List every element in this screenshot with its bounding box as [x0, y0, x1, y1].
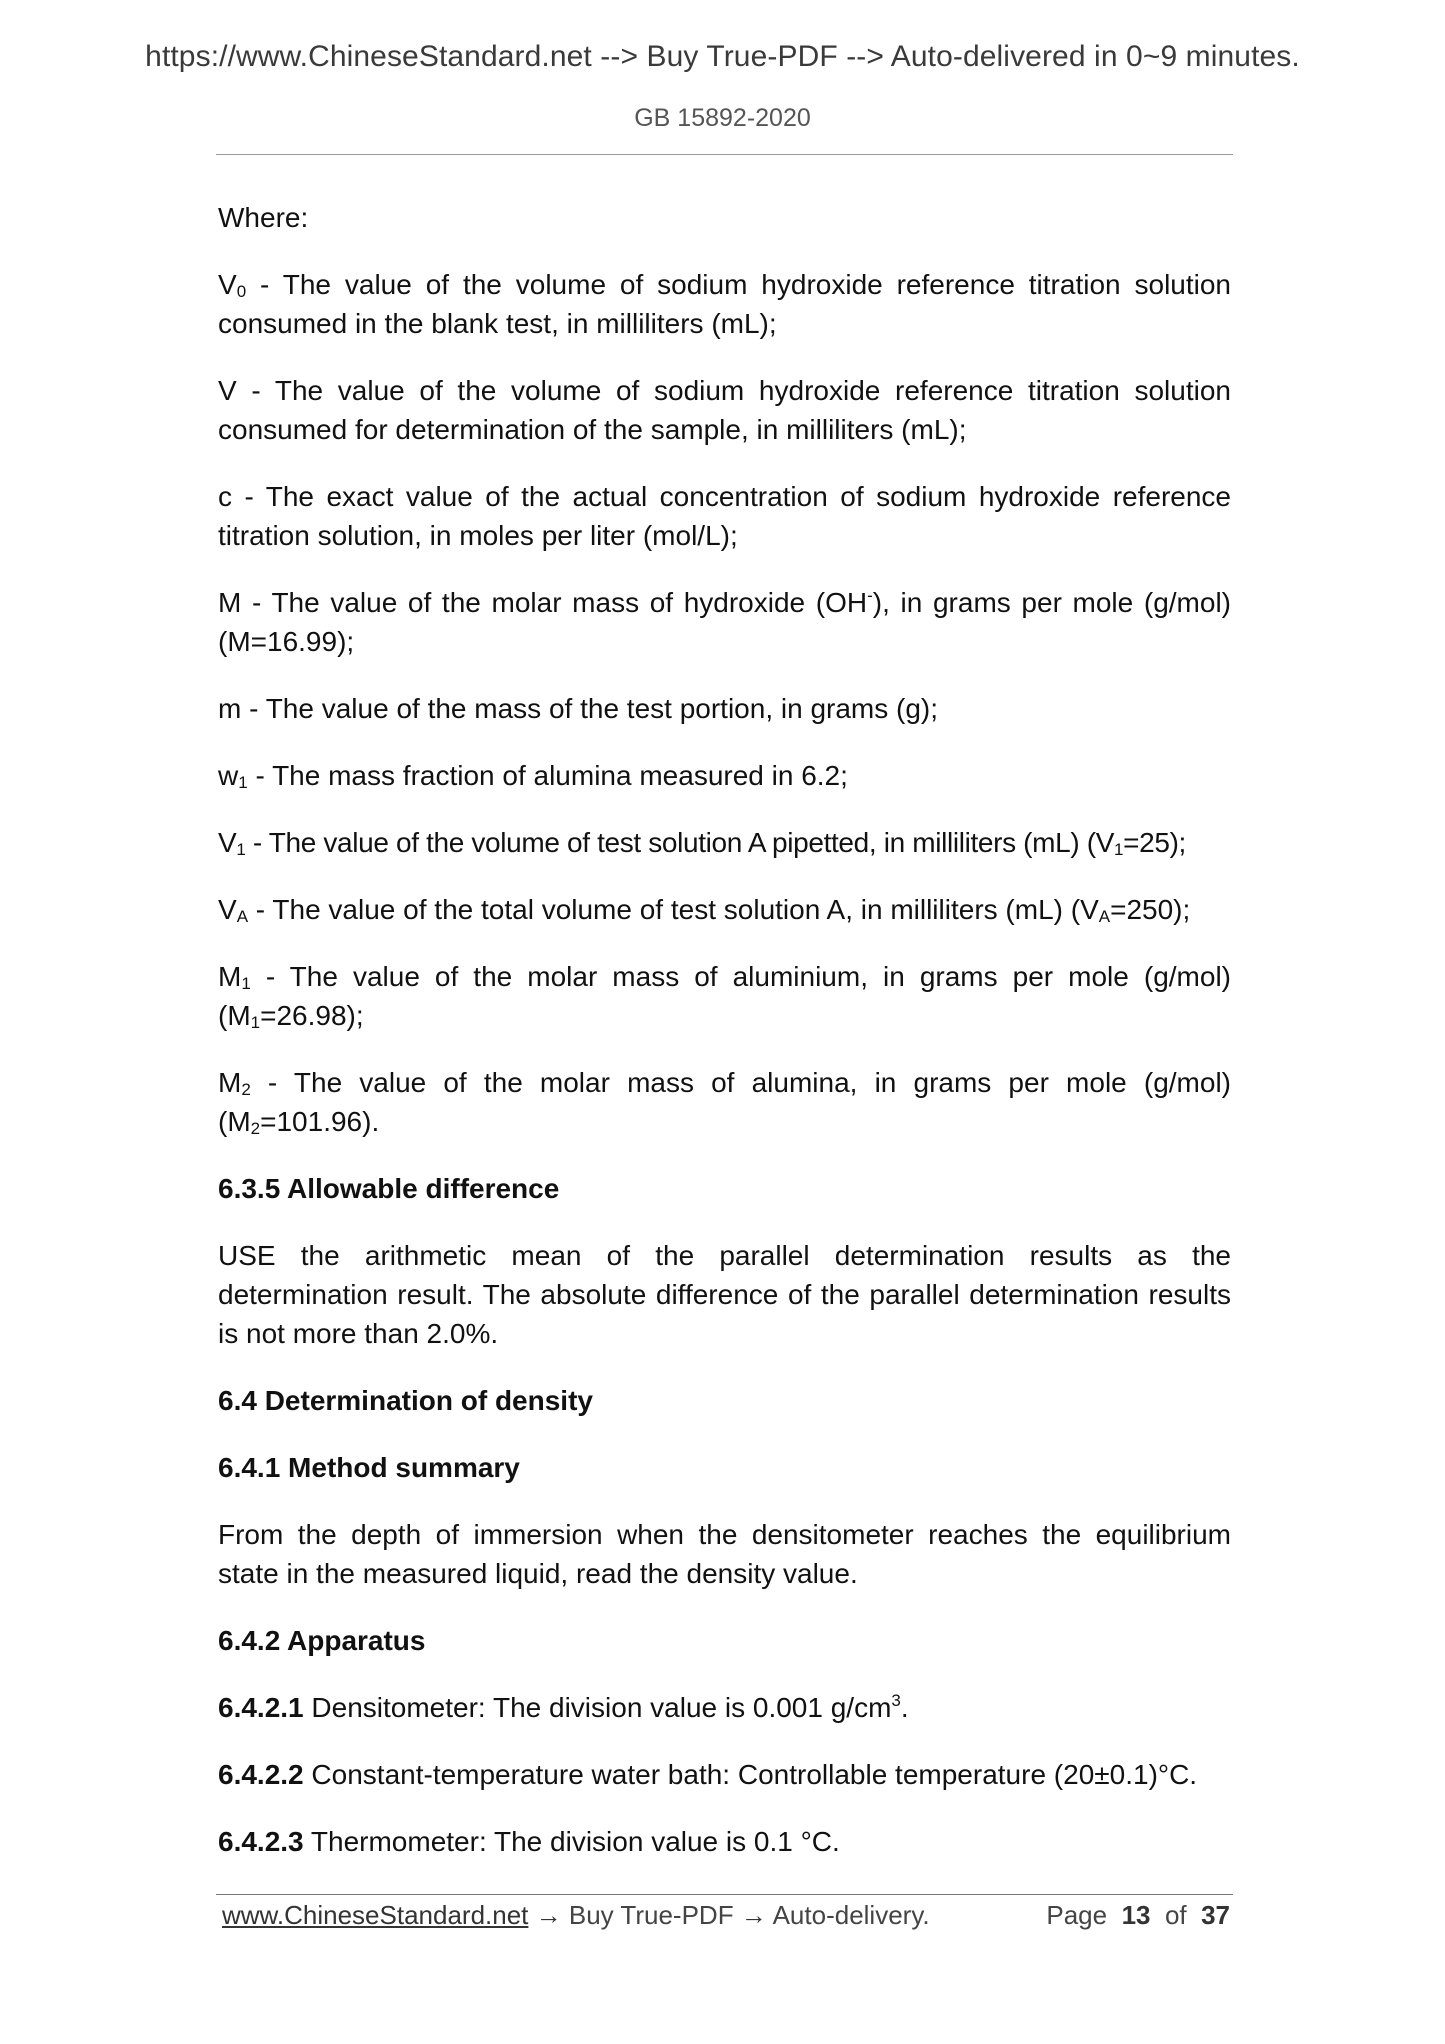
heading-6-4: 6.4 Determination of density: [218, 1385, 593, 1416]
item-6-4-2-3: 6.4.2.3 Thermometer: The division value is 0.1 °C.: [218, 1826, 840, 1857]
paragraph-method-summary: From the depth of immersion when the densitometer reaches the equilibrium state in the measured liquid, read the density value.: [218, 1519, 1231, 1589]
paragraph-allowable-difference: USE the arithmetic mean of the parallel determination results as the determination result. The absolute difference of the parallel determination results is not more than 2.0%.: [218, 1240, 1231, 1349]
heading-6-3-5: 6.3.5 Allowable difference: [218, 1173, 560, 1204]
footer-auto-text: Auto-delivery.: [766, 1900, 930, 1930]
page-footer: [222, 1898, 1230, 1932]
definition-c: c - The exact value of the actual concentration of sodium hydroxide reference titration solution, in moles per liter (mol/L);: [218, 481, 1231, 551]
heading-6-4-1: 6.4.1 Method summary: [218, 1452, 520, 1483]
definition-v0: $V_0$ - The value of the volume of sodium hydroxide reference titration solution consumed in the blank test, in milliliters (mL);: [218, 269, 1231, 339]
heading-6-4-2: 6.4.2 Apparatus: [218, 1625, 426, 1656]
definition-molar-mass-hydroxide: M - The value of the molar mass of hydroxide (OH-), in grams per mole (g/mol) (M=16.99);: [218, 586, 1231, 657]
top-banner: https://www.ChineseStandard.net --> Buy True-PDF --> Auto-delivered in 0~9 minutes.: [145, 40, 1300, 73]
document-code: GB 15892-2020: [634, 104, 811, 132]
definition-v1: $V_1$ - The value of the volume of test solution A pipetted, in milliliters (mL) $(V_1=25)$;: [218, 827, 1186, 859]
arrow-right-icon: →: [535, 1900, 562, 1930]
definition-v: V - The value of the volume of sodium hydroxide reference titration solution consumed for determination of the sample, in milliliters (mL);: [218, 375, 1231, 445]
where-label: Where:: [218, 202, 309, 233]
arrow-right-icon: →: [740, 1900, 767, 1930]
footer-divider: [216, 1894, 1233, 1895]
definition-m2: $M_2$ - The value of the molar mass of alumina, in grams per mole (g/mol) $(M_2=101.96)$.: [218, 1067, 1231, 1138]
item-6-4-2-1: 6.4.2.1 Densitometer: The division value is 0.001 $g/cm^3$.: [218, 1691, 909, 1723]
footer-site-link[interactable]: www.ChineseStandard.net: [222, 1900, 529, 1930]
page-content: [218, 198, 1231, 1889]
header-divider: [216, 154, 1233, 155]
page-number: Page 13 of 37: [1046, 1900, 1230, 1930]
definition-va: $V_A$ - The value of the total volume of test solution A, in milliliters (mL) $(V_A=250)$;: [218, 894, 1191, 926]
footer-buy-text: Buy True-PDF: [561, 1900, 741, 1930]
definition-w1: $w_1$ - The mass fraction of alumina measured in 6.2;: [218, 760, 848, 792]
definition-m: m - The value of the mass of the test portion, in grams (g);: [218, 693, 939, 724]
item-6-4-2-2: 6.4.2.2 Constant-temperature water bath: Controllable temperature (20±0.1)°C.: [218, 1759, 1198, 1790]
definition-m1: $M_1$ - The value of the molar mass of aluminium, in grams per mole (g/mol) $(M_1=26.98)$;: [218, 961, 1231, 1032]
